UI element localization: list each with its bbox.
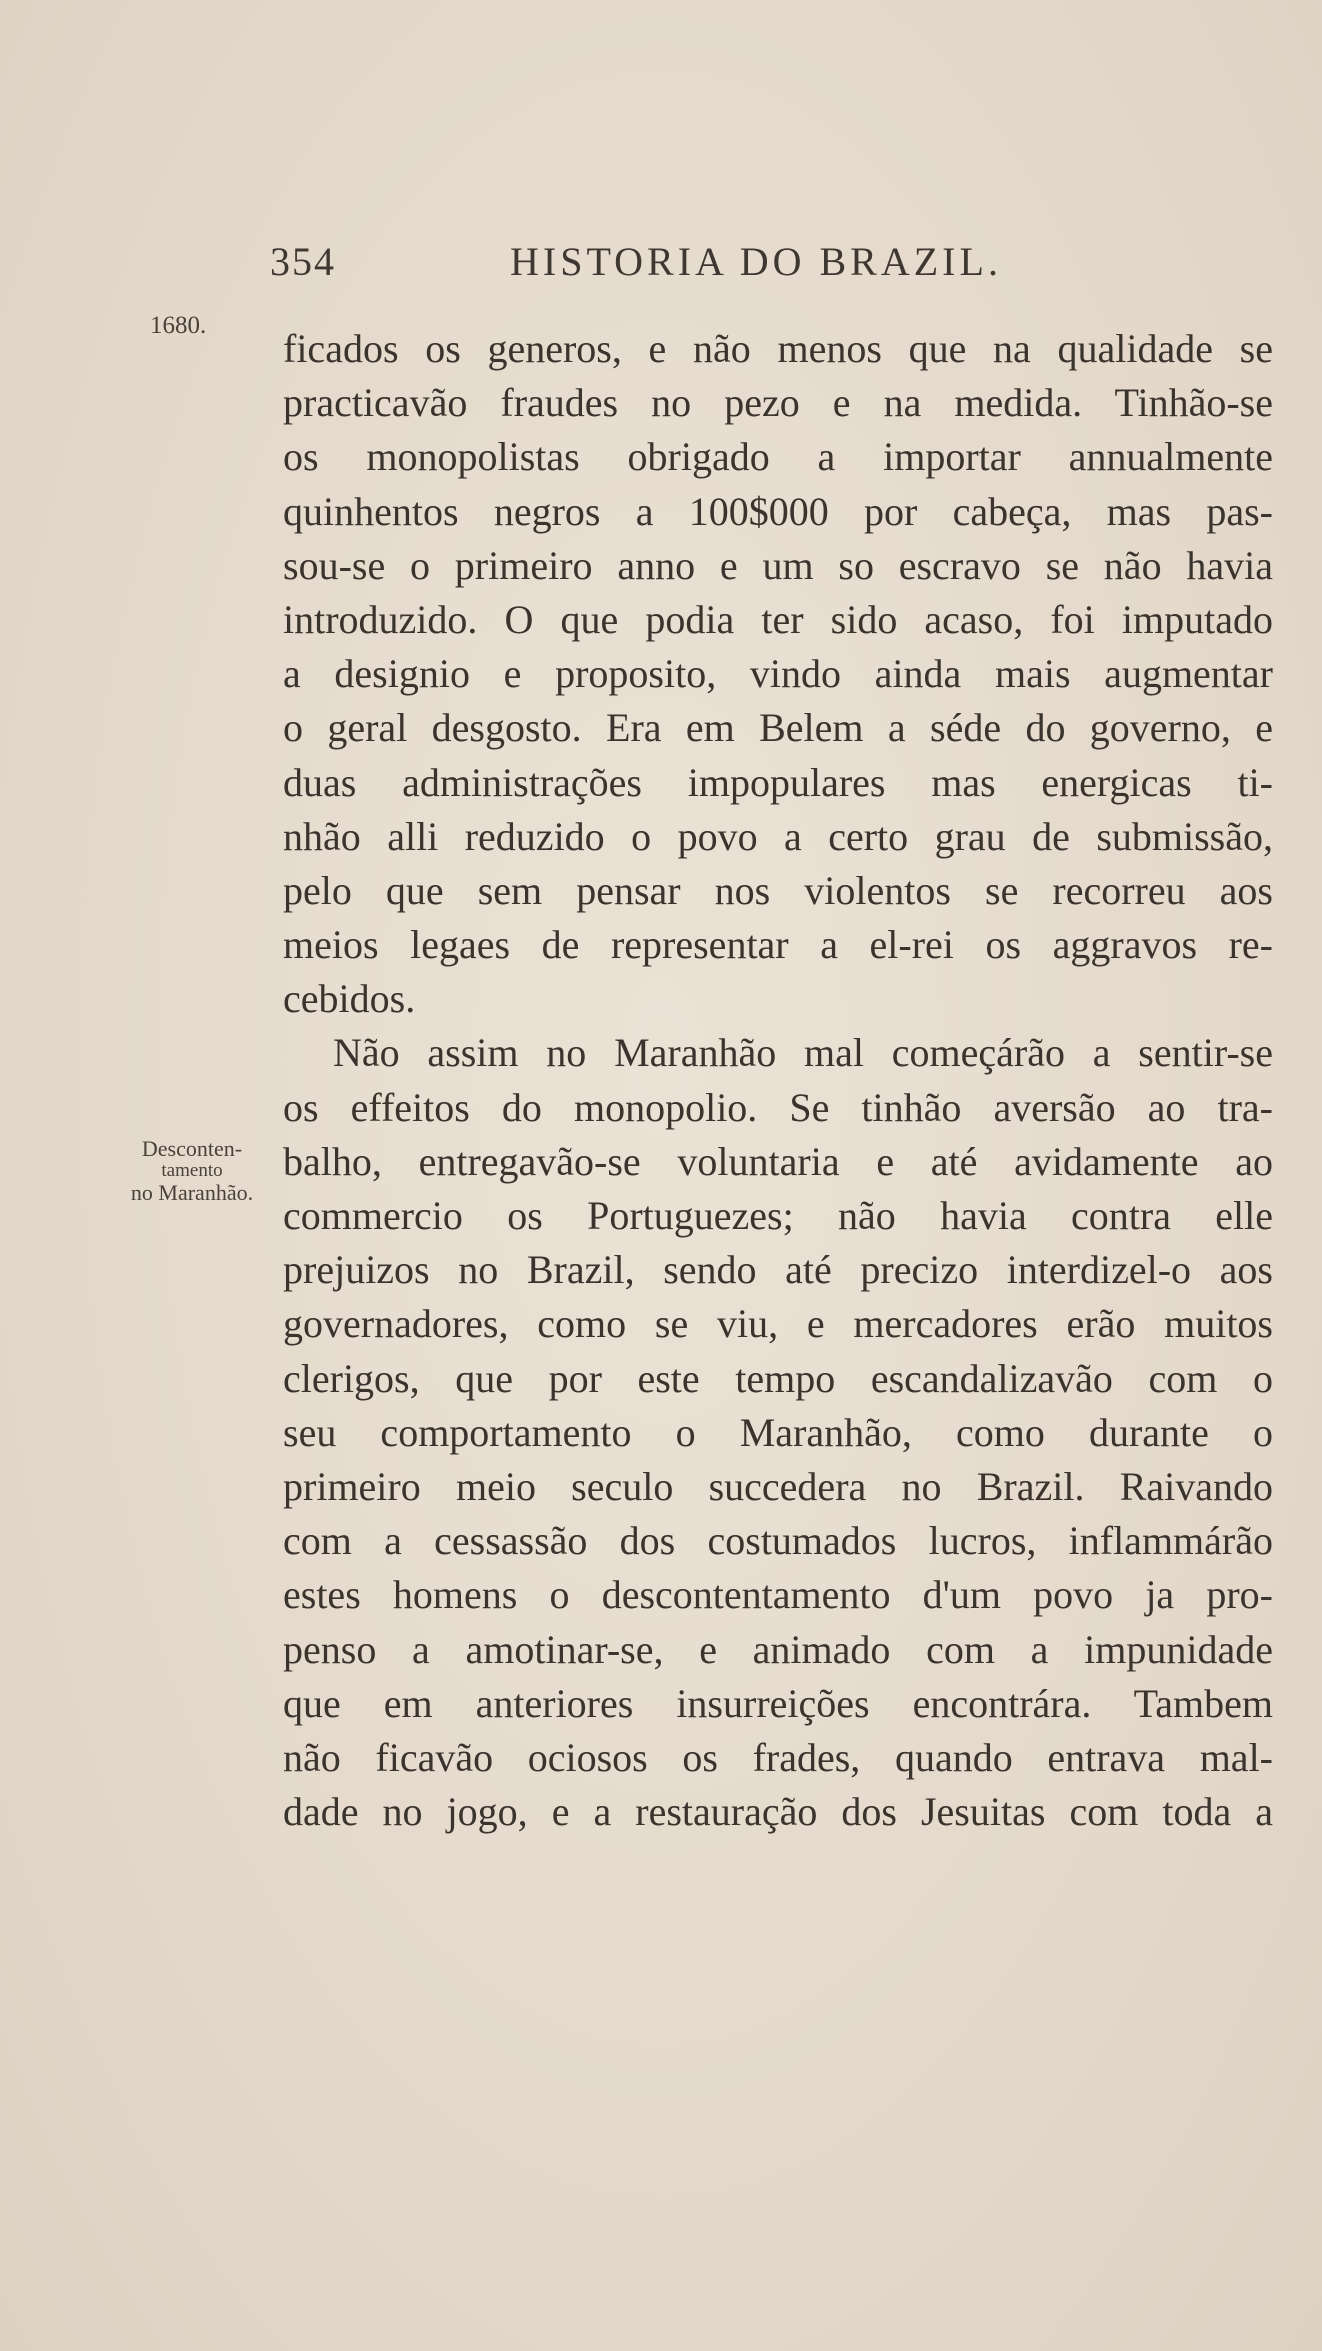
text-line: commercio os Portuguezes; não havia contra elle — [283, 1193, 1273, 1238]
running-head — [270, 238, 1270, 298]
margin-note — [112, 1138, 272, 1204]
text-line: practicavão fraudes no pezo e na medida. Tinhão-se — [283, 380, 1273, 426]
text-line: a designio e proposito, vindo ainda mais augmentar — [283, 651, 1273, 697]
text-line: com a cessassão dos costumados lucros, inflammárão — [283, 1518, 1273, 1564]
text-line: os monopolistas obrigado a importar annualmente — [283, 434, 1273, 480]
text-line: penso a amotinar-se, e animado com a impunidade — [283, 1626, 1273, 1672]
text-line: nhão alli reduzido o povo a certo grau de submissão, — [283, 813, 1273, 859]
text-line: cebidos. — [283, 976, 416, 1022]
text-line: Não assim no Maranhão mal começárão a sentir-se — [333, 1030, 1273, 1076]
text-line: duas administrações impopulares mas energicas ti- — [283, 759, 1273, 805]
text-line: prejuizos no Brazil, sendo até precizo interdizel-o aos — [283, 1247, 1273, 1293]
text-line: clerigos, que por este tempo escandalizavão com o — [283, 1355, 1273, 1401]
text-line: estes homens o descontentamento d'um povo ja pro- — [283, 1572, 1273, 1618]
page-title: HISTORIA DO BRAZIL. — [510, 239, 1002, 284]
page-number: 354 — [270, 239, 336, 284]
text-line: o geral desgosto. Era em Belem a séde do governo, e — [283, 705, 1273, 751]
body-text — [283, 322, 1273, 1839]
text-line: dade no jogo, e a restauração dos Jesuitas com toda a — [283, 1789, 1273, 1835]
text-line: meios legaes de representar a el-rei os aggravos re- — [283, 922, 1273, 968]
text-line: que em anteriores insurreições encontrára. Tambem — [283, 1680, 1273, 1726]
text-line: balho, entregavão-se voluntaria e até avidamente ao — [283, 1138, 1273, 1184]
text-line: os effeitos do monopolio. Se tinhão aversão ao tra- — [283, 1084, 1273, 1130]
text-line: primeiro meio seculo succedera no Brazil. Raivando — [283, 1463, 1273, 1509]
text-line: introduzido. O que podia ter sido acaso, foi imputado — [283, 596, 1273, 642]
text-line: ficados os generos, e não menos que na qualidade se — [283, 326, 1273, 371]
text-line: não ficavão ociosos os frades, quando entrava mal- — [283, 1734, 1273, 1780]
text-line: seu comportamento o Maranhão, como durante o — [283, 1409, 1273, 1455]
text-line: pelo que sem pensar nos violentos se recorreu aos — [283, 867, 1273, 913]
text-line: sou-se o primeiro anno e um so escravo se não havia — [283, 542, 1273, 588]
margin-note-line: Desconten- — [141, 1136, 243, 1161]
text-line: quinhentos negros a 100$000 por cabeça, mas pas- — [283, 488, 1273, 534]
text-line: governadores, como se viu, e mercadores erão muitos — [283, 1301, 1273, 1347]
margin-note-line: tamento — [161, 1160, 223, 1181]
margin-year: 1680. — [150, 312, 207, 339]
margin-note-line: no Maranhão. — [130, 1180, 254, 1205]
